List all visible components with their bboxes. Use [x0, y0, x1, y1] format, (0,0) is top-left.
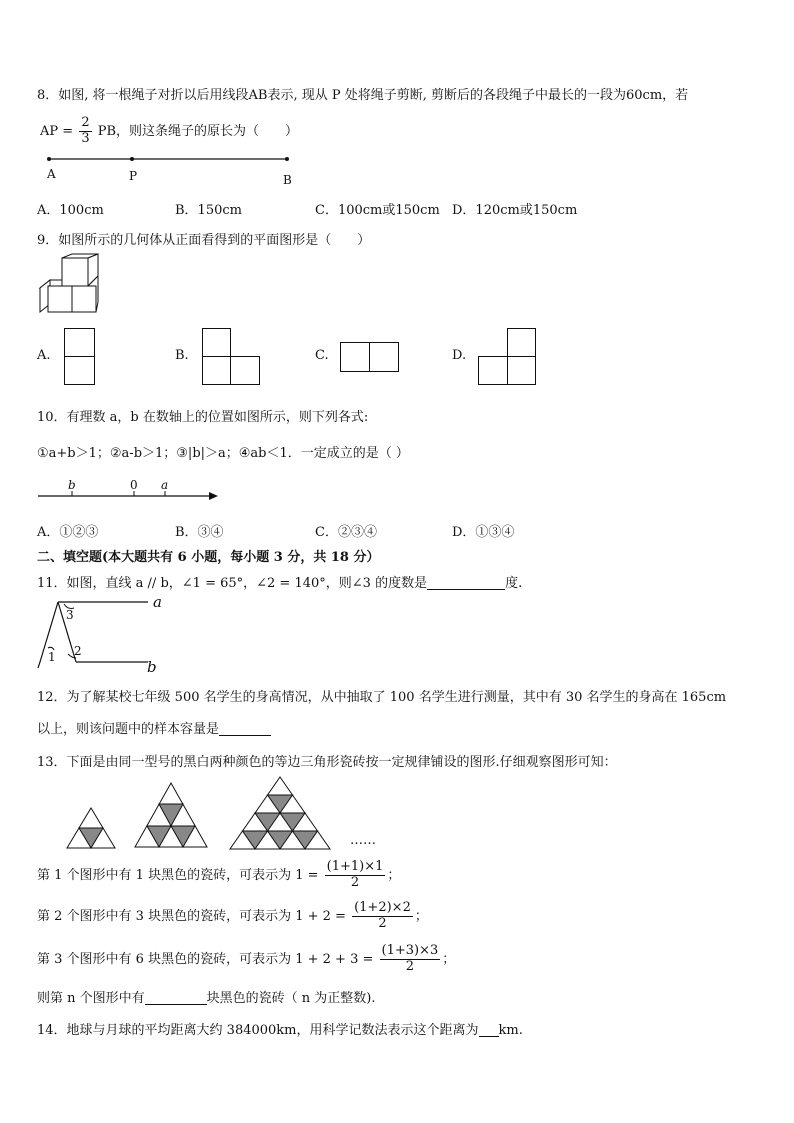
q11-angle-1: 1 — [48, 650, 56, 664]
q12-line2-text: 以上，则该问题中的样本容量是 — [37, 722, 220, 737]
q10-stem: 10．有理数 a，b 在数轴上的位置如图所示，则下列各式: — [37, 410, 369, 425]
q10-option-a[interactable]: A．①②③ — [37, 525, 99, 540]
q11-stem — [37, 572, 522, 591]
q10-axis-a: a — [161, 478, 169, 492]
q8-option-d[interactable]: D．120cm或150cm — [452, 203, 578, 218]
q13-row1-num: (1+1)×1 — [326, 859, 384, 875]
q13-row3-den: 2 — [405, 959, 415, 974]
q9-option-a-figure[interactable] — [64, 328, 96, 386]
q13-tile-figure-2 — [135, 783, 209, 849]
q13-final-suffix: 块黑色的瓷砖（ n 为正整数). — [206, 991, 376, 1006]
section-heading: 二、填空题(本大题共有 6 小题，每小题 3 分，共 18 分） — [37, 550, 380, 565]
q14-answer-blank[interactable] — [479, 1022, 499, 1037]
q8-line2 — [40, 116, 298, 147]
q8-ap-label: AP = — [40, 123, 74, 139]
q8-option-b[interactable]: B．150cm — [175, 203, 242, 218]
q8-frac-den: 3 — [81, 130, 90, 146]
q13-tile-figure-3 — [230, 777, 332, 851]
q8-point-b: B — [283, 173, 292, 187]
q11-answer-blank[interactable] — [427, 575, 505, 590]
q13-row3-text: 第 3 个图形中有 6 块黑色的瓷砖，可表示为 — [37, 952, 292, 967]
q8-option-c[interactable]: C．100cm或150cm — [315, 203, 440, 218]
q8-point-a: A — [47, 167, 56, 181]
q13-row2-num: (1+2)×2 — [354, 900, 411, 916]
q11-angle-2: 2 — [74, 644, 82, 658]
q13-row1-fraction — [325, 860, 386, 891]
q13-final-text: 则第 n 个图形中有 — [37, 991, 145, 1006]
q12-answer-blank[interactable] — [219, 721, 271, 736]
q14-stem — [37, 1019, 523, 1038]
q10-axis-zero: 0 — [130, 478, 138, 492]
q8-pb-label: PB，则这条绳子的原长为（ ） — [97, 123, 299, 139]
q13-final — [37, 987, 375, 1006]
q13-row2-fraction — [352, 901, 413, 932]
q11-stem-suffix: 度. — [505, 576, 523, 591]
q9-option-c[interactable]: C. — [315, 348, 329, 363]
q11-angle-3: 3 — [66, 608, 74, 622]
q8-option-a[interactable]: A．100cm — [37, 203, 104, 218]
q9-option-d[interactable]: D. — [452, 348, 467, 363]
q10-axis-b: b — [68, 478, 76, 492]
q12-line1: 12．为了解某校七年级 500 名学生的身高情况，从中抽取了 100 名学生进行测量，其中有 30 名学生的身高在 165cm — [37, 690, 727, 705]
q8-fraction — [79, 116, 91, 147]
q13-ellipsis: …… — [350, 833, 376, 848]
q9-stem: 9．如图所示的几何体从正面看得到的平面图形是（ ） — [37, 233, 371, 248]
q12-line2 — [37, 718, 271, 737]
q13-row1-lhs: 1 = — [295, 868, 319, 883]
q11-label-a: a — [153, 593, 162, 611]
q13-row1 — [37, 856, 400, 896]
q13-answer-blank[interactable] — [145, 990, 207, 1005]
q8-line1: 8．如图, 将一根绳子对折以后用线段AB表示, 现从 P 处将绳子剪断, 剪断后的各段绳子中最长的一段为60cm，若 — [37, 88, 689, 103]
q10-option-c[interactable]: C．②③④ — [315, 525, 377, 540]
q14-suffix: km. — [498, 1023, 523, 1038]
q13-tile-figure-1 — [67, 808, 117, 850]
q14-text: 14．地球与月球的平均距离大约 384000km，用科学记数法表示这个距离为 — [37, 1023, 479, 1038]
q13-row3 — [37, 940, 455, 980]
q13-row2-lhs: 1 + 2 = — [295, 909, 346, 924]
q13-stem: 13．下面是由同一型号的黑白两种颜色的等边三角形瓷砖按一定规律铺设的图形.仔细观察图形可知： — [37, 755, 617, 770]
q9-option-b-figure[interactable] — [202, 328, 262, 386]
q13-row2-text: 第 2 个图形中有 3 块黑色的瓷砖，可表示为 — [37, 909, 292, 924]
q13-row2-semicolon: ； — [414, 909, 428, 924]
q8-point-p: P — [129, 169, 138, 183]
q13-row1-semicolon: ； — [387, 868, 401, 883]
q8-frac-num: 2 — [81, 115, 90, 130]
q8-segment-diagram — [40, 150, 300, 170]
q13-row1-text: 第 1 个图形中有 1 块黑色的瓷砖，可表示为 — [37, 868, 292, 883]
q11-label-b: b — [147, 658, 157, 676]
q9-option-a[interactable]: A. — [37, 348, 51, 363]
q9-option-d-figure[interactable] — [478, 328, 538, 386]
q9-cube-solid-figure — [38, 254, 102, 316]
q9-option-c-figure[interactable] — [340, 342, 400, 373]
q13-row3-num: (1+3)×3 — [381, 943, 439, 959]
q9-option-b[interactable]: B. — [175, 348, 189, 363]
q10-items: ①a+b＞1；②a-b＞1；③|b|＞a；④ab＜1．一定成立的是（ ） — [37, 446, 409, 461]
q13-row3-lhs: 1 + 2 + 3 = — [295, 952, 374, 967]
q11-parallel-lines-diagram — [38, 596, 158, 672]
q10-option-d[interactable]: D．①③④ — [452, 525, 515, 540]
q13-row3-fraction — [380, 944, 441, 975]
q13-row2-den: 2 — [378, 916, 387, 931]
q11-stem-text: 11．如图，直线 a // b，∠1 = 65°，∠2 = 140°，则∠3 的度数是 — [37, 576, 428, 591]
q13-row3-semicolon: ； — [442, 952, 456, 967]
q10-option-b[interactable]: B．③④ — [175, 525, 224, 540]
q13-row1-den: 2 — [350, 875, 360, 890]
q13-row2 — [37, 897, 428, 937]
